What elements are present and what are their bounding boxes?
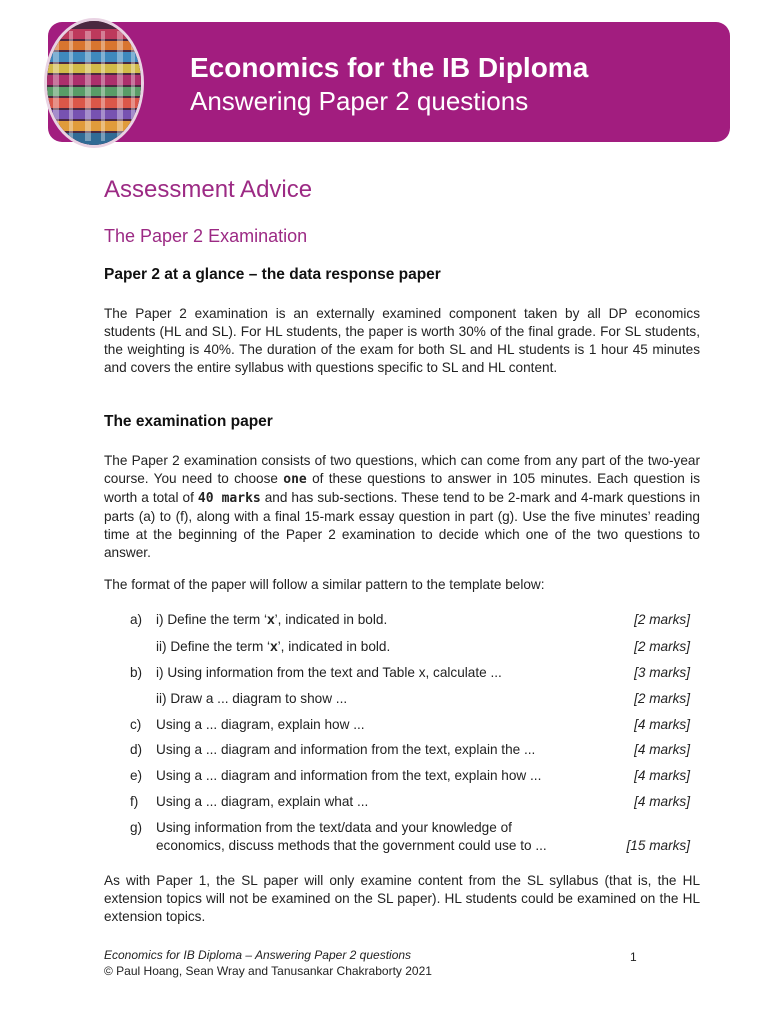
header-banner xyxy=(48,22,730,142)
section2-body xyxy=(104,452,700,562)
question-text-part: ii) Define the term ‘ xyxy=(156,639,271,654)
body-text-part: The Paper 2 examination consists of two questions, which can come from any part of the two-year course. You need to choose xyxy=(104,453,700,486)
question-marks: [2 marks] xyxy=(634,639,690,654)
question-row xyxy=(104,768,700,786)
question-marks: [2 marks] xyxy=(634,691,690,706)
body-text-part: of these questions to answer in 105 minutes. Each question is worth a total of xyxy=(104,471,700,505)
question-row xyxy=(104,820,700,853)
question-row xyxy=(104,665,700,683)
question-row xyxy=(104,691,700,709)
question-text: Using a ... diagram, explain how ... xyxy=(156,717,365,732)
question-label: a) xyxy=(130,612,143,627)
question-row xyxy=(104,717,700,735)
bold-term: x xyxy=(270,639,278,654)
question-marks: [4 marks] xyxy=(634,794,690,809)
question-marks: [4 marks] xyxy=(634,717,690,732)
section1-body: The Paper 2 examination is an externally examined component taken by all DP economics students (HL and SL). For HL students, the paper is worth 30% of the final grade. For SL students, the weighting is 40%. The duration of the exam for both SL and HL students is 1 hour 45 minutes and covers the entire syllabus with questions specific to SL and HL content. xyxy=(104,306,700,375)
template-intro: The format of the paper will follow a similar pattern to the template below: xyxy=(104,577,545,592)
question-label: b) xyxy=(130,665,143,680)
question-text: Using a ... diagram, explain what ... xyxy=(156,794,369,809)
question-row xyxy=(104,612,700,630)
banner-title: Economics for the IB Diploma xyxy=(190,52,589,83)
question-label: f) xyxy=(130,794,139,809)
question-text-continued: economics, discuss methods that the government could use to ... xyxy=(156,838,547,853)
question-row xyxy=(104,794,700,812)
bold-term: x xyxy=(267,612,275,627)
question-row xyxy=(104,639,700,657)
question-text: ii) Draw a ... diagram to show ... xyxy=(156,691,348,706)
question-text xyxy=(156,612,387,627)
body-text-part: and has sub-sections. These tend to be 2-mark and 4-mark questions in parts (a) to (f), along with a final 15-mark essay question in part (g). Use the five minutes’ reading time at the beginning of the Paper 2 examination to decide which one of the two questions to answer. xyxy=(104,490,701,560)
question-marks: [3 marks] xyxy=(634,665,690,680)
footer-title: Economics for IB Diploma – Answering Paper 2 questions xyxy=(104,948,412,962)
question-row xyxy=(104,742,700,760)
question-text xyxy=(156,639,390,654)
question-marks: [4 marks] xyxy=(634,768,690,783)
question-marks: [4 marks] xyxy=(634,742,690,757)
question-label: e) xyxy=(130,768,143,783)
banner-subtitle: Answering Paper 2 questions xyxy=(190,86,529,116)
question-text-part: i) Define the term ‘ xyxy=(156,612,268,627)
question-label: c) xyxy=(130,717,142,732)
section1-heading: Paper 2 at a glance – the data response paper xyxy=(104,266,441,283)
section-subtitle: The Paper 2 Examination xyxy=(104,226,308,246)
section2-heading: The examination paper xyxy=(104,413,273,430)
question-text: Using a ... diagram and information from the text, explain the ... xyxy=(156,742,536,757)
question-text: Using a ... diagram and information from the text, explain how ... xyxy=(156,768,542,783)
bold-one: one xyxy=(283,472,307,487)
question-text-part: ’, indicated in bold. xyxy=(277,639,391,654)
question-label: d) xyxy=(130,742,143,757)
market-photo-graphic xyxy=(47,21,141,145)
market-stalls-photo xyxy=(44,18,144,148)
footer-copyright: © Paul Hoang, Sean Wray and Tanusankar Chakraborty 2021 xyxy=(104,964,432,978)
closing-paragraph: As with Paper 1, the SL paper will only examine content from the SL syllabus (that is, the HL extension topics will not be examined on the SL paper). HL students could be examined on the HL extension topics. xyxy=(104,873,700,924)
question-text: Using information from the text/data and your knowledge of xyxy=(156,820,512,835)
question-text-part: ’, indicated in bold. xyxy=(274,612,388,627)
question-marks: [15 marks] xyxy=(626,838,690,853)
page-number: 1 xyxy=(630,950,637,964)
page-title: Assessment Advice xyxy=(104,176,313,203)
question-text: i) Using information from the text and Table x, calculate ... xyxy=(156,665,502,680)
bold-40-marks: 40 marks xyxy=(197,491,261,506)
question-marks: [2 marks] xyxy=(634,612,690,627)
question-label: g) xyxy=(130,820,143,835)
